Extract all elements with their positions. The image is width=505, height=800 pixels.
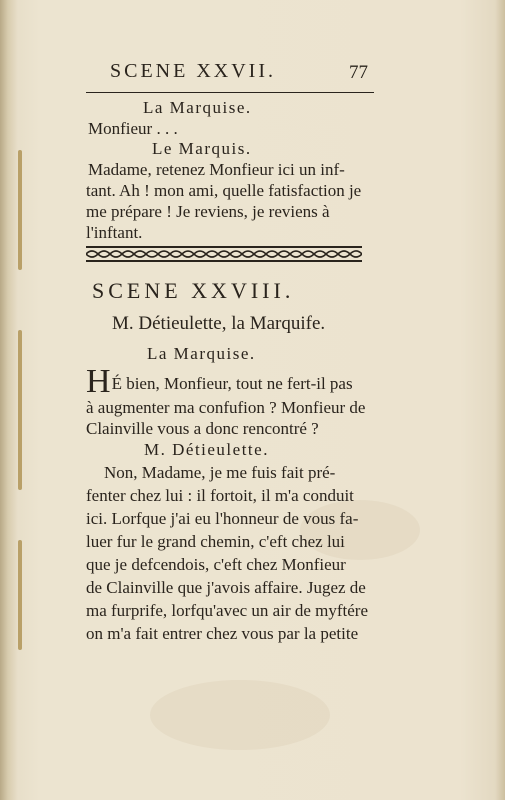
speaker-la-marquise: La Marquise. <box>147 344 256 363</box>
ornament-divider <box>86 244 362 264</box>
dialogue-line: on m'a fait entrer chez vous par la petite <box>86 624 359 643</box>
dialogue-line: me prépare ! Je reviens, je reviens à <box>86 202 330 221</box>
dialogue-line: ma furprife, lorfqu'avec un air de myftére <box>86 601 369 620</box>
page-binding-shadow <box>0 0 26 800</box>
binding-thread-bottom <box>18 540 22 650</box>
running-head <box>86 58 374 93</box>
paper-stain <box>150 680 330 750</box>
binding-thread-top <box>18 150 22 270</box>
binding-thread-middle <box>18 330 22 490</box>
dialogue-line: Clainville vous a donc rencontré ? <box>86 419 319 438</box>
scene-title: SCENE XXVIII. <box>92 278 295 303</box>
dialogue-line-first <box>86 363 353 400</box>
running-head-title: SCENE XXVII. <box>110 60 276 82</box>
dialogue-line: Madame, retenez Monfieur ici un inf- <box>88 160 345 179</box>
dialogue-line: ici. Lorfque j'ai eu l'honneur de vous fa- <box>86 509 359 528</box>
page-number: 77 <box>349 62 368 83</box>
dialogue-line: l'inftant. <box>86 223 143 242</box>
speaker-la-marquise: La Marquise. <box>143 98 252 117</box>
scene-characters: M. Détieulette, la Marquife. <box>112 313 326 334</box>
dialogue-line: luer fur le grand chemin, c'eft chez lui <box>86 532 345 551</box>
speaker-m-detieulette: M. Détieulette. <box>144 440 269 459</box>
dialogue-line: que je defcendois, c'eft chez Monfieur <box>86 555 346 574</box>
drop-cap: H <box>86 363 111 400</box>
dialogue-line-rest: É bien, Monfieur, tout ne fert-il pas <box>111 374 353 393</box>
dialogue-line: Monfieur . . . <box>88 119 178 138</box>
dialogue-line: tant. Ah ! mon ami, quelle fatisfaction je <box>86 181 362 200</box>
dialogue-line: à augmenter ma confufion ? Monfieur de <box>86 398 366 417</box>
dialogue-line: Non, Madame, je me fuis fait pré- <box>104 463 336 482</box>
speaker-le-marquis: Le Marquis. <box>152 139 252 158</box>
dialogue-line: de Clainville que j'avois affaire. Jugez de <box>86 578 366 597</box>
dialogue-line: fenter chez lui : il fortoit, il m'a conduit <box>86 486 354 505</box>
